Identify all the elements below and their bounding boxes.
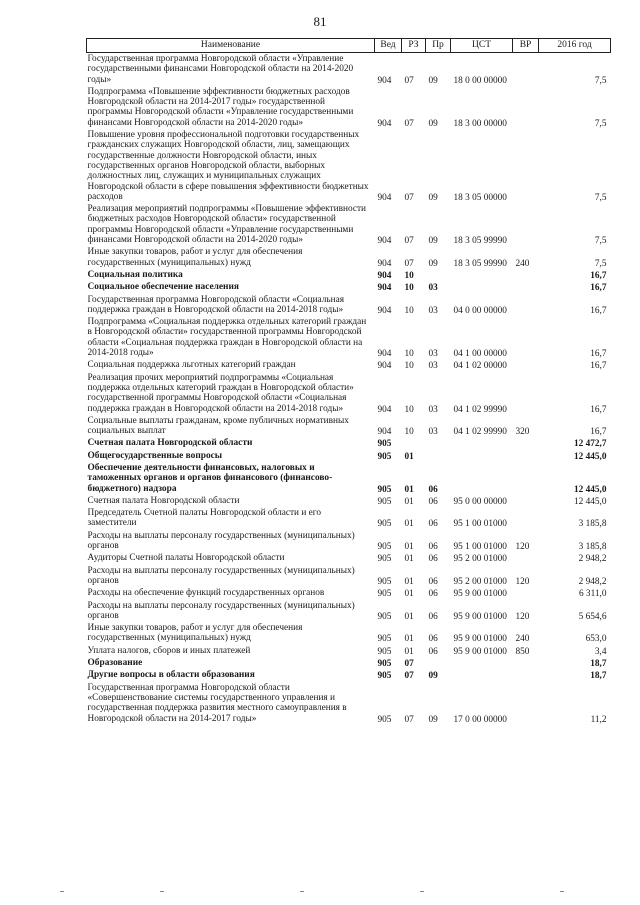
table-row [87, 316, 611, 359]
cell-vr [513, 53, 539, 86]
cell-rz: 07 [404, 671, 414, 682]
cell-rz: 07 [404, 659, 414, 670]
cell-name: Обеспечение деятельности финансовых, налоговых и таможенных органов и органов финансового (финансово-бюджетного) надзора [87, 462, 333, 494]
cell-name: Расходы на выплаты персоналу государственных (муниципальных) органов [87, 530, 355, 552]
cell-rz: 07 [404, 118, 414, 129]
cell-rz: 01 [404, 451, 414, 462]
cell-pr: 06 [428, 484, 438, 495]
cell-pr: 09 [428, 75, 438, 86]
cell-vr [513, 359, 539, 371]
cell-sum: 653,0 [585, 634, 607, 645]
cell-sum: 16,7 [590, 349, 607, 360]
table-row [87, 53, 611, 86]
cell-sum: 12 445,0 [573, 484, 607, 495]
cell-cst [451, 669, 513, 681]
section-row [87, 450, 611, 462]
cell-cst [451, 657, 513, 669]
cell-vr: 240 [515, 634, 530, 645]
table-header [87, 39, 611, 53]
cell-vr [513, 587, 539, 599]
table-row [87, 86, 611, 129]
cell-name: Социальная поддержка льготных категорий граждан [87, 360, 296, 371]
cell-ved: 905 [377, 542, 392, 553]
cell-cst [451, 281, 513, 293]
cell-cst: 95 1 00 01000 [453, 519, 507, 530]
cell-vr [513, 372, 539, 415]
cell-rz: 10 [404, 427, 414, 438]
cell-pr: 03 [428, 305, 438, 316]
cell-pr: 06 [428, 576, 438, 587]
cell-rz: 07 [404, 714, 414, 725]
cell-name: Уплата налогов, сборов и иных платежей [87, 645, 251, 656]
cell-pr: 09 [428, 258, 438, 269]
cell-cst: 18 3 00 00000 [453, 118, 507, 129]
cell-rz: 10 [404, 404, 414, 415]
cell-ved: 905 [377, 611, 392, 622]
cell-pr: 03 [428, 427, 438, 438]
section-row [87, 437, 611, 449]
table-row [87, 203, 611, 246]
cell-pr: 09 [428, 714, 438, 725]
cell-pr [426, 269, 451, 281]
cell-vr: 320 [515, 427, 530, 438]
cell-name: Расходы на обеспечение функций государственных органов [87, 588, 325, 599]
cell-cst: 18 3 05 00000 [453, 192, 507, 203]
cell-ved: 905 [377, 519, 392, 530]
cell-sum: 12 445,0 [573, 451, 607, 462]
cell-rz [402, 437, 426, 449]
cell-rz: 01 [404, 611, 414, 622]
cell-sum: 3,4 [594, 646, 607, 657]
table-row [87, 415, 611, 438]
cell-vr [513, 682, 539, 725]
cell-pr: 09 [428, 236, 438, 247]
cell-ved: 905 [377, 576, 392, 587]
header-vr: ВР [513, 39, 539, 53]
cell-rz: 10 [404, 305, 414, 316]
cell-vr [513, 203, 539, 246]
table-row [87, 622, 611, 645]
table-row [87, 294, 611, 317]
table-row [87, 495, 611, 507]
cell-ved: 905 [377, 484, 392, 495]
table-row [87, 552, 611, 564]
cell-name: Повышение уровня профессиональной подготовки государственных гражданских служащих Новгородской области, лиц, замещающих государственные должности Новгородской области, иных государственных органов Новгородской области, выборных должностных лиц, служащих и муниципальных служащих Новгородской области в сфере повышения эффективности бюджетных расходов [87, 130, 369, 202]
cell-ved: 904 [377, 118, 392, 129]
cell-pr: 06 [428, 611, 438, 622]
cell-pr: 03 [428, 283, 438, 294]
cell-ved: 904 [377, 192, 392, 203]
cell-ved: 905 [377, 589, 392, 600]
cell-ved: 904 [377, 258, 392, 269]
cell-pr: 06 [428, 496, 438, 507]
table-row [87, 372, 611, 415]
cell-vr [513, 86, 539, 129]
cell-pr: 06 [428, 589, 438, 600]
cell-vr [513, 657, 539, 669]
cell-rz: 07 [404, 258, 414, 269]
cell-rz: 01 [404, 634, 414, 645]
cell-vr [513, 316, 539, 359]
cell-ved: 904 [377, 270, 392, 281]
section-row [87, 281, 611, 293]
cell-sum: 11,2 [590, 714, 607, 725]
table-row [87, 129, 611, 203]
cell-sum: 7,5 [594, 236, 607, 247]
cell-rz: 01 [404, 576, 414, 587]
cell-name: Реализация прочих мероприятий подпрограммы «Социальная поддержка отдельных категорий граждан в Новгородской области» государственной программы Новгородской области «Социальная поддержка граждан в Новгородской области на 2014-2018 годы» [87, 372, 354, 414]
cell-cst: 95 9 00 01000 [453, 634, 507, 645]
cell-pr: 06 [428, 646, 438, 657]
cell-name: Подпрограмма «Повышение эффективности бюджетных расходов Новгородской области на 2014-2017 годы» государственной программы Новгородской области «Управление государственными финансами Новгородской области на 2014-2020 годы» [87, 86, 354, 128]
cell-name: Председатель Счетной палаты Новгородской области и его заместители [87, 508, 321, 529]
cell-rz: 07 [404, 75, 414, 86]
cell-vr [513, 552, 539, 564]
header-pr: Пр [426, 39, 451, 53]
cell-name: Государственная программа Новгородской области «Совершенствование системы государственного управления и государственная поддержка развития местного самоуправления в Новгородской области на 2014-2017 годы» [87, 682, 347, 724]
cell-rz: 10 [404, 361, 414, 372]
cell-ved: 904 [377, 361, 392, 372]
cell-name: Иные закупки товаров, работ и услуг для обеспечения государственных (муниципальных) нужд [87, 247, 303, 268]
cell-name: Государственная программа Новгородской области «Управление государственными финансами Новгородской области на 2014-2020 годы» [87, 54, 354, 85]
header-sum: 2016 год [539, 39, 611, 53]
cell-cst [451, 437, 513, 449]
cell-sum: 12 472,7 [573, 439, 607, 450]
cell-vr [513, 269, 539, 281]
cell-ved: 904 [377, 75, 392, 86]
cell-cst [451, 269, 513, 281]
cell-cst: 04 1 00 00000 [453, 349, 507, 360]
cell-pr: 09 [428, 118, 438, 129]
cell-vr: 120 [515, 542, 530, 553]
cell-vr [513, 129, 539, 203]
cell-pr [426, 450, 451, 462]
cell-ved: 904 [377, 349, 392, 360]
cell-ved: 905 [377, 714, 392, 725]
cell-cst: 95 9 00 01000 [453, 589, 507, 600]
cell-vr [513, 450, 539, 462]
cell-sum: 6 311,0 [578, 589, 607, 600]
cell-ved: 904 [377, 305, 392, 316]
cell-rz: 01 [404, 496, 414, 507]
cell-cst [451, 462, 513, 495]
cell-name: Социальная политика [87, 269, 183, 280]
cell-name: Аудиторы Счетной палаты Новгородской области [87, 553, 285, 564]
header-name: Наименование [87, 39, 375, 53]
cell-name: Счетная палата Новгородской области [87, 438, 253, 449]
cell-cst: 95 1 00 01000 [453, 542, 507, 553]
cell-pr: 06 [428, 554, 438, 565]
cell-vr [513, 281, 539, 293]
cell-sum: 2 948,2 [578, 554, 607, 565]
cell-ved: 904 [377, 283, 392, 294]
cell-rz: 01 [404, 646, 414, 657]
cell-ved: 904 [377, 236, 392, 247]
cell-vr [513, 495, 539, 507]
cell-cst: 95 2 00 01000 [453, 554, 507, 565]
cell-vr [513, 294, 539, 317]
page-edge-marks [0, 891, 640, 897]
header-cst: ЦСТ [451, 39, 513, 53]
cell-name: Расходы на выплаты персоналу государственных (муниципальных) органов [87, 600, 355, 621]
table-row [87, 682, 611, 725]
table-row [87, 600, 611, 623]
table-row [87, 359, 611, 371]
cell-ved: 905 [377, 659, 392, 670]
cell-name: Социальные выплаты гражданам, кроме публичных нормативных социальных выплат [87, 415, 349, 437]
cell-sum: 7,5 [594, 75, 607, 86]
cell-ved: 905 [377, 671, 392, 682]
cell-sum: 3 185,8 [578, 542, 607, 553]
cell-vr [513, 669, 539, 681]
cell-rz: 01 [404, 554, 414, 565]
section-row [87, 462, 611, 495]
cell-sum: 16,7 [590, 270, 607, 281]
cell-cst: 18 3 05 99990 [453, 236, 507, 247]
cell-vr [513, 462, 539, 495]
cell-name: Другие вопросы в области образования [87, 670, 255, 681]
cell-sum: 18,7 [590, 671, 607, 682]
cell-cst: 95 2 00 01000 [453, 576, 507, 587]
header-rz: РЗ [402, 39, 426, 53]
cell-rz: 01 [404, 519, 414, 530]
cell-vr [513, 437, 539, 449]
cell-vr: 120 [515, 611, 530, 622]
cell-rz: 07 [404, 236, 414, 247]
cell-pr: 09 [428, 671, 438, 682]
cell-name: Социальное обеспечение населения [87, 282, 239, 293]
cell-name: Расходы на выплаты персоналу государственных (муниципальных) органов [87, 565, 355, 586]
section-row [87, 657, 611, 669]
cell-sum: 3 185,8 [578, 519, 607, 530]
cell-pr [426, 437, 451, 449]
table-row [87, 507, 611, 530]
cell-name: Счетная палата Новгородской области [87, 495, 240, 506]
cell-pr: 06 [428, 634, 438, 645]
cell-sum: 7,5 [594, 192, 607, 203]
cell-vr: 120 [515, 576, 530, 587]
table-row [87, 645, 611, 657]
cell-pr: 03 [428, 361, 438, 372]
cell-pr: 06 [428, 542, 438, 553]
cell-sum: 2 948,2 [578, 576, 607, 587]
cell-cst: 04 0 00 00000 [453, 305, 507, 316]
cell-sum: 5 654,6 [578, 611, 607, 622]
section-row [87, 269, 611, 281]
cell-cst: 95 9 00 01000 [453, 646, 507, 657]
budget-table [86, 38, 611, 725]
cell-cst: 18 0 00 00000 [453, 75, 507, 86]
cell-rz: 10 [404, 270, 414, 281]
cell-name: Реализация мероприятий подпрограммы «Повышение эффективности бюджетных расходов Новгородской области» государственной программы Новгородской области «Управление государственными финансами Новгородской области на 2014-2020 годы» [87, 204, 366, 246]
cell-cst: 95 0 00 00000 [453, 496, 507, 507]
cell-ved: 905 [377, 451, 392, 462]
cell-name: Государственная программа Новгородской области «Социальная поддержка граждан в Новгородской области на 2014-2018 годы» [87, 294, 345, 315]
cell-sum: 7,5 [594, 118, 607, 129]
cell-name: Подпрограмма «Социальная поддержка отдельных категорий граждан в Новгородской области» государственной программы Новгородской области «Социальная поддержка граждан в Новгородской области на 2014-2018 годы» [87, 317, 367, 359]
cell-vr: 850 [515, 646, 530, 657]
table-row [87, 565, 611, 588]
cell-pr: 03 [428, 404, 438, 415]
cell-vr [513, 507, 539, 530]
cell-ved: 905 [377, 634, 392, 645]
cell-sum: 7,5 [594, 258, 607, 269]
cell-sum: 16,7 [590, 427, 607, 438]
cell-rz: 01 [404, 589, 414, 600]
cell-ved: 905 [377, 496, 392, 507]
cell-cst: 18 3 05 99990 [453, 258, 507, 269]
cell-ved: 905 [377, 646, 392, 657]
table-row [87, 530, 611, 553]
table-body [87, 53, 611, 725]
cell-ved: 904 [377, 427, 392, 438]
cell-cst: 95 9 00 01000 [453, 611, 507, 622]
cell-sum: 16,7 [590, 404, 607, 415]
cell-rz: 10 [404, 349, 414, 360]
section-row [87, 669, 611, 681]
cell-rz: 01 [404, 484, 414, 495]
cell-pr: 03 [428, 349, 438, 360]
cell-ved: 905 [377, 439, 392, 450]
cell-name: Иные закупки товаров, работ и услуг для обеспечения государственных (муниципальных) нужд [87, 623, 303, 644]
cell-sum: 18,7 [590, 659, 607, 670]
cell-name: Образование [87, 658, 143, 669]
table-row [87, 587, 611, 599]
cell-sum: 16,7 [590, 283, 607, 294]
cell-cst [451, 450, 513, 462]
cell-rz: 01 [404, 542, 414, 553]
cell-cst: 04 1 02 99990 [453, 427, 507, 438]
page-number: 81 [313, 14, 327, 29]
cell-sum: 12 445,0 [573, 496, 607, 507]
cell-pr: 06 [428, 519, 438, 530]
cell-rz: 10 [404, 283, 414, 294]
cell-cst: 17 0 00 00000 [453, 714, 507, 725]
header-ved: Вед [375, 39, 402, 53]
cell-pr [426, 657, 451, 669]
cell-ved: 905 [377, 554, 392, 565]
table-row [87, 246, 611, 269]
cell-vr: 240 [515, 258, 530, 269]
cell-rz: 07 [404, 192, 414, 203]
cell-ved: 904 [377, 404, 392, 415]
cell-cst: 04 1 02 00000 [453, 361, 507, 372]
cell-sum: 16,7 [590, 305, 607, 316]
cell-cst: 04 1 02 99990 [453, 404, 507, 415]
cell-pr: 09 [428, 192, 438, 203]
cell-name: Общегосударственные вопросы [87, 450, 223, 461]
cell-sum: 16,7 [590, 361, 607, 372]
